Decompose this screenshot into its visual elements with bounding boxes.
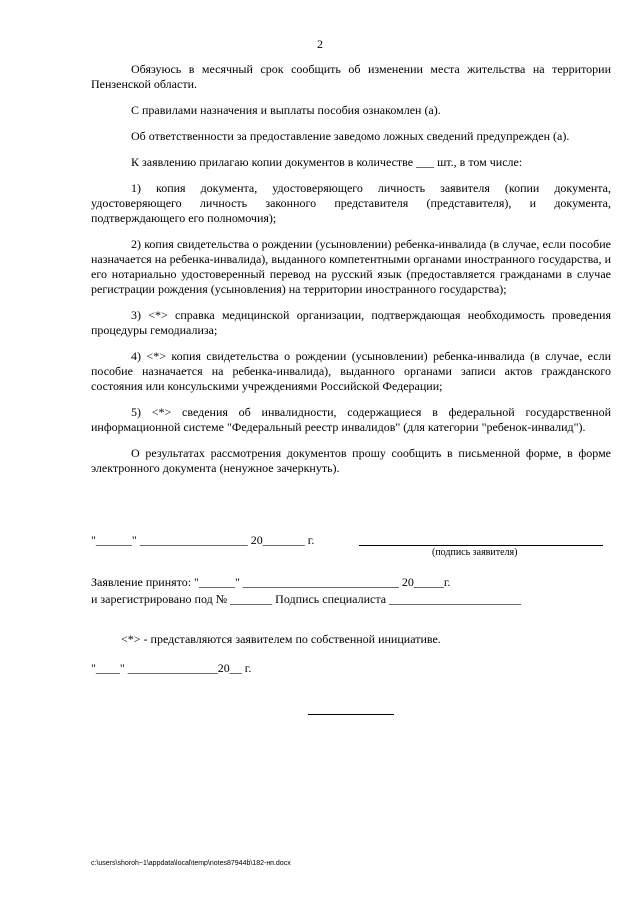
end-separator	[308, 714, 394, 715]
attachment-item-1: 1) копия документа, удостоверяющего личность заявителя (копии документа, удостоверяющего личность законного представителя (представителя), и документа, подтверждающего его полномочия);	[91, 181, 611, 225]
paragraph-attachments: К заявлению прилагаю копии документов в количестве ___ шт., в том числе:	[131, 155, 523, 169]
signature-date-line: "______" __________________ 20_______ г.	[91, 533, 315, 547]
paragraph-results: О результатах рассмотрения документов прошу сообщить в письменной форме, в форме электронного документа (ненужное зачеркнуть).	[91, 446, 611, 475]
paragraph-responsibility: Об ответственности за предоставление заведомо ложных сведений предупрежден (а).	[131, 129, 570, 143]
paragraph-residence: Обязуюсь в месячный срок сообщить об изменении места жительства на территории Пензенской области.	[91, 62, 611, 91]
final-date-line: "____" _______________20__ г.	[91, 661, 252, 675]
signature-caption: (подпись заявителя)	[432, 547, 518, 558]
page-number: 2	[317, 37, 323, 51]
document-body	[91, 62, 611, 476]
paragraph-rules: С правилами назначения и выплаты пособия ознакомлен (а).	[131, 103, 441, 117]
attachment-item-4: 4) <*> копия свидетельства о рождении (усыновлении) ребенка-инвалида (в случае, если пособие назначается на ребенка-инвалида), выданного органами записи актов гражданского состояния или консульскими учреждениями Российской Федерации;	[91, 349, 611, 393]
registered-line: и зарегистрировано под № _______ Подпись специалиста ______________________	[91, 592, 522, 606]
attachment-item-5: 5) <*> сведения об инвалидности, содержащиеся в федеральной государственной информационной системе "Федеральный реестр инвалидов" (для категории "ребенок-инвалид").	[91, 405, 611, 434]
attachment-item-2: 2) копия свидетельства о рождении (усыновлении) ребенка-инвалида (в случае, если пособие назначается на ребенка-инвалида), выданного компетентными органами иностранного государства, и его нотариально удостоверенный перевод на русский язык (предоставляется гражданами в случае регистрации рождения (усыновления) на территории иностранного государства);	[91, 237, 611, 296]
accepted-line: Заявление принято: "______" __________________________ 20_____г.	[91, 575, 451, 589]
file-path-footer: c:\users\shoroh~1\appdata\local\temp\notes87944b\182-нп.docx	[91, 860, 291, 867]
footnote: <*> - представляются заявителем по собственной инициативе.	[121, 632, 441, 646]
attachment-item-3: 3) <*> справка медицинской организации, подтверждающая необходимость проведения процедуры гемодиализа;	[91, 308, 611, 337]
